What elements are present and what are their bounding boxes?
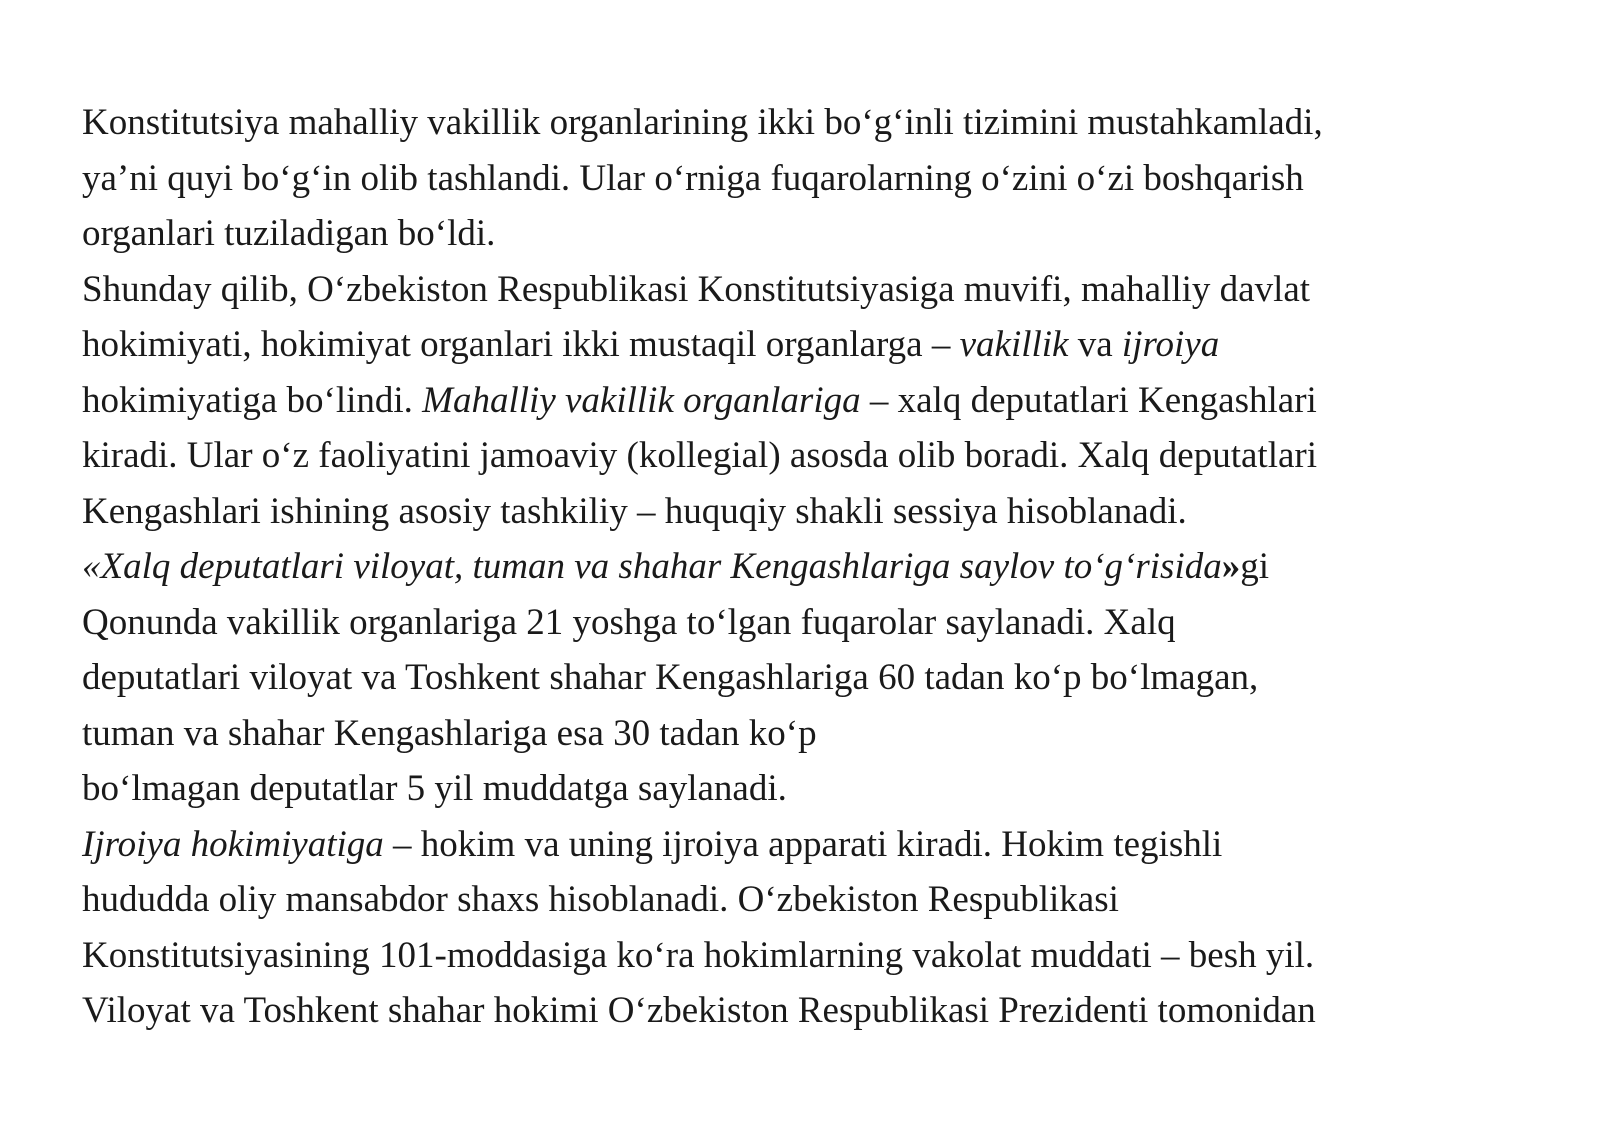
- text-line: [82, 761, 1582, 817]
- text-segment: Shunday qilib, O‘zbekiston Respublikasi Konstitutsiyasiga muvifi, mahalliy davlat: [82, 268, 1311, 310]
- italic-text: «Xalq deputatlari viloyat, tuman va shahar Kengashlariga saylov to‘g‘risida: [82, 546, 1222, 587]
- text-line: [82, 262, 1582, 318]
- text-segment: deputatlari viloyat va Toshkent shahar Kengashlariga 60 tadan ko‘p bo‘lmagan,: [82, 657, 1259, 698]
- text-line: [82, 206, 1582, 262]
- italic-text: vakillik: [959, 324, 1069, 365]
- text-segment: Viloyat va Toshkent shahar hokimi O‘zbekiston Respublikasi Prezidenti tomonidan: [82, 990, 1316, 1031]
- text-segment: va: [1068, 324, 1122, 365]
- text-line: [82, 317, 1582, 373]
- text-line: [82, 650, 1582, 706]
- text-line: [82, 817, 1582, 873]
- text-line: [82, 706, 1582, 762]
- text-line: [82, 373, 1582, 429]
- bold-text: »: [1221, 546, 1241, 587]
- text-segment: – xalq deputatlari Kengashlari: [860, 379, 1317, 421]
- text-line: [82, 928, 1582, 984]
- text-segment: Konstitutsiya mahalliy vakillik organlarining ikki bo‘g‘inli tizimini mustahkamladi,: [82, 102, 1323, 143]
- text-segment: hududda oliy mansabdor shaxs hisoblanadi. O‘zbekiston Respublikasi: [82, 879, 1119, 920]
- text-segment: Kengashlari ishining asosiy tashkiliy – huquqiy shakli sessiya hisoblanadi.: [82, 490, 1187, 532]
- document-page: [82, 95, 1582, 1039]
- text-segment: Konstitutsiyasining 101-moddasiga ko‘ra hokimlarning vakolat muddati – besh yil.: [82, 934, 1315, 976]
- text-line: [82, 595, 1582, 651]
- text-line: [82, 983, 1582, 1039]
- text-line: [82, 95, 1582, 151]
- text-line: [82, 484, 1582, 540]
- text-line: [82, 151, 1582, 207]
- text-line: [82, 428, 1582, 484]
- italic-text: Mahalliy vakillik organlariga: [422, 379, 861, 421]
- text-segment: hokimiyatiga bo‘lindi.: [82, 379, 423, 421]
- text-segment: ya’ni quyi bo‘g‘in olib tashlandi. Ular o‘rniga fuqarolarning o‘zini o‘zi boshqarish: [82, 157, 1304, 199]
- text-segment: hokimiyati, hokimiyat organlari ikki mustaqil organlarga –: [82, 324, 960, 365]
- text-segment: gi: [1240, 546, 1270, 587]
- italic-text: Ijroiya hokimiyatiga: [82, 823, 384, 865]
- text-segment: organlari tuziladigan bo‘ldi.: [82, 213, 496, 254]
- text-segment: tuman va shahar Kengashlariga esa 30 tadan ko‘p: [82, 712, 817, 754]
- italic-text: ijroiya: [1121, 324, 1220, 365]
- text-segment: kiradi. Ular o‘z faoliyatini jamoaviy (kollegial) asosda olib boradi. Xalq deputatlari: [82, 435, 1318, 476]
- text-segment: Qonunda vakillik organlariga 21 yoshga to‘lgan fuqarolar saylanadi. Xalq: [82, 601, 1176, 643]
- text-segment: bo‘lmagan deputatlar 5 yil muddatga saylanadi.: [82, 768, 787, 809]
- text-line: [82, 539, 1582, 595]
- text-line: [82, 872, 1582, 928]
- text-segment: – hokim va uning ijroiya apparati kiradi. Hokim tegishli: [383, 823, 1223, 865]
